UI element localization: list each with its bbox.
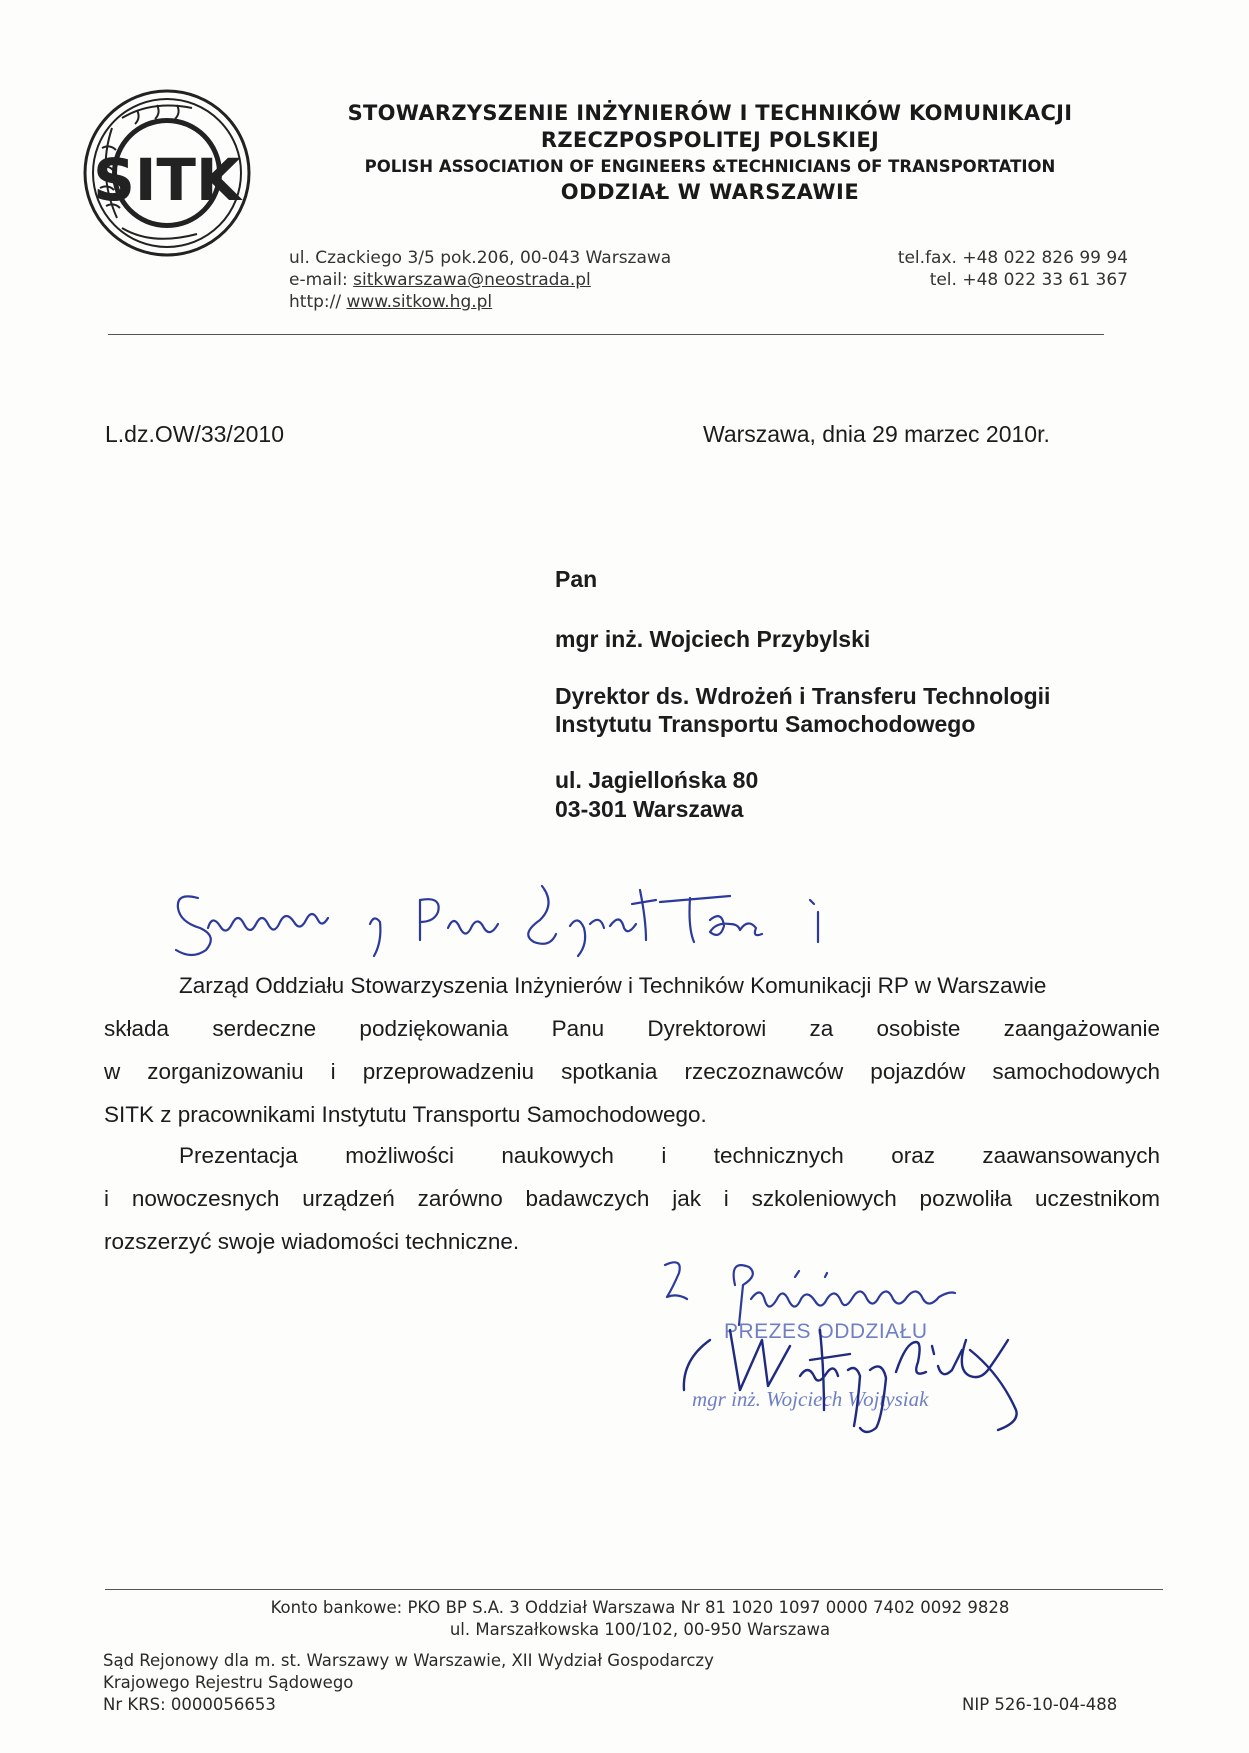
date-line: Warszawa, dnia 29 marzec 2010r. (703, 421, 1050, 447)
bank-address-line: ul. Marszałkowska 100/102, 00-950 Warszawa (449, 1620, 831, 1639)
recipient-salutation: Pan (555, 566, 598, 592)
recipient-position-line1: Dyrektor ds. Wdrożeń i Transferu Technologii (555, 683, 1051, 709)
stamp-signatory-name: mgr inż. Wojciech Wojtysiak (692, 1387, 929, 1411)
recipient-postal-city: 03-301 Warszawa (555, 796, 744, 822)
paragraph-line: w zorganizowaniu i przeprowadzeniu spotkania rzeczoznawców pojazdów samochodowych (104, 1059, 1160, 1084)
logo-text: SITK (93, 146, 241, 214)
paragraph-line: składa serdeczne podziękowania Panu Dyrektorowi za osobiste zaangażowanie (104, 1016, 1160, 1041)
handwritten-salutation (170, 880, 1070, 960)
email-label: e-mail: (289, 270, 354, 290)
footer-divider (105, 1589, 1163, 1590)
stamp-title: PREZES ODDZIAŁU (724, 1320, 928, 1343)
paragraph-line: Zarząd Oddziału Stowarzyszenia Inżynierów i Techników Komunikacji RP w Warszawie (179, 973, 1047, 998)
org-name-line2: RZECZPOSPOLITEJ POLSKIEJ (540, 128, 880, 152)
address-line: ul. Czackiego 3/5 pok.206, 00-043 Warszawa (289, 248, 672, 268)
telfax-line: tel.fax. +48 022 826 99 94 (897, 248, 1128, 268)
email-line (289, 269, 671, 291)
paragraph-line: i nowoczesnych urządzeń zarówno badawczych jak i szkoleniowych pozwoliła uczestnikom (104, 1186, 1160, 1211)
handwritten-signature (670, 1300, 1030, 1460)
paragraph-line: Prezentacja możliwości naukowych i technicznych oraz zaawansowanych (179, 1143, 1160, 1168)
http-label: http:// (289, 292, 347, 312)
bank-info (200, 1597, 1080, 1641)
paragraph-line: SITK z pracownikami Instytutu Transportu Samochodowego. (104, 1102, 707, 1127)
bank-account-line: Konto bankowe: PKO BP S.A. 3 Oddział Warszawa Nr 81 1020 1097 0000 7402 0092 9828 (270, 1598, 1010, 1617)
header-divider (108, 334, 1104, 335)
recipient-name: mgr inż. Wojciech Przybylski (555, 626, 871, 652)
court-line2: Krajowego Rejestru Sądowego (103, 1673, 354, 1692)
recipient-position-line2: Instytutu Transportu Samochodowego (555, 711, 976, 737)
reference-number: L.dz.OW/33/2010 (105, 421, 284, 447)
paragraph-line: rozszerzyć swoje wiadomości techniczne. (104, 1229, 520, 1254)
court-line1: Sąd Rejonowy dla m. st. Warszawy w Warszawie, XII Wydział Gospodarczy (103, 1651, 714, 1670)
nip-number: NIP 526-10-04-488 (962, 1695, 1118, 1714)
org-name-english: POLISH ASSOCIATION OF ENGINEERS &TECHNICIANS OF TRANSPORTATION (364, 157, 1056, 176)
website-line (289, 291, 671, 313)
court-registry-info (103, 1650, 714, 1716)
phone-block (850, 247, 1128, 291)
org-name-line1: STOWARZYSZENIE INŻYNIERÓW I TECHNIKÓW KOMUNIKACJI (347, 101, 1073, 125)
krs-number: Nr KRS: 0000056653 (103, 1695, 276, 1714)
contact-block (289, 247, 671, 313)
website-link[interactable]: www.sitkow.hg.pl (346, 292, 493, 312)
email-link[interactable]: sitkwarszawa@neostrada.pl (353, 270, 591, 290)
body-paragraph-2 (104, 1134, 1160, 1263)
body-paragraph-1 (104, 964, 1160, 1136)
tel-line: tel. +48 022 33 61 367 (929, 270, 1128, 290)
recipient-street: ul. Jagiellońska 80 (555, 767, 759, 793)
branch-name: ODDZIAŁ W WARSZAWIE (560, 180, 860, 204)
sitk-logo (82, 88, 252, 258)
